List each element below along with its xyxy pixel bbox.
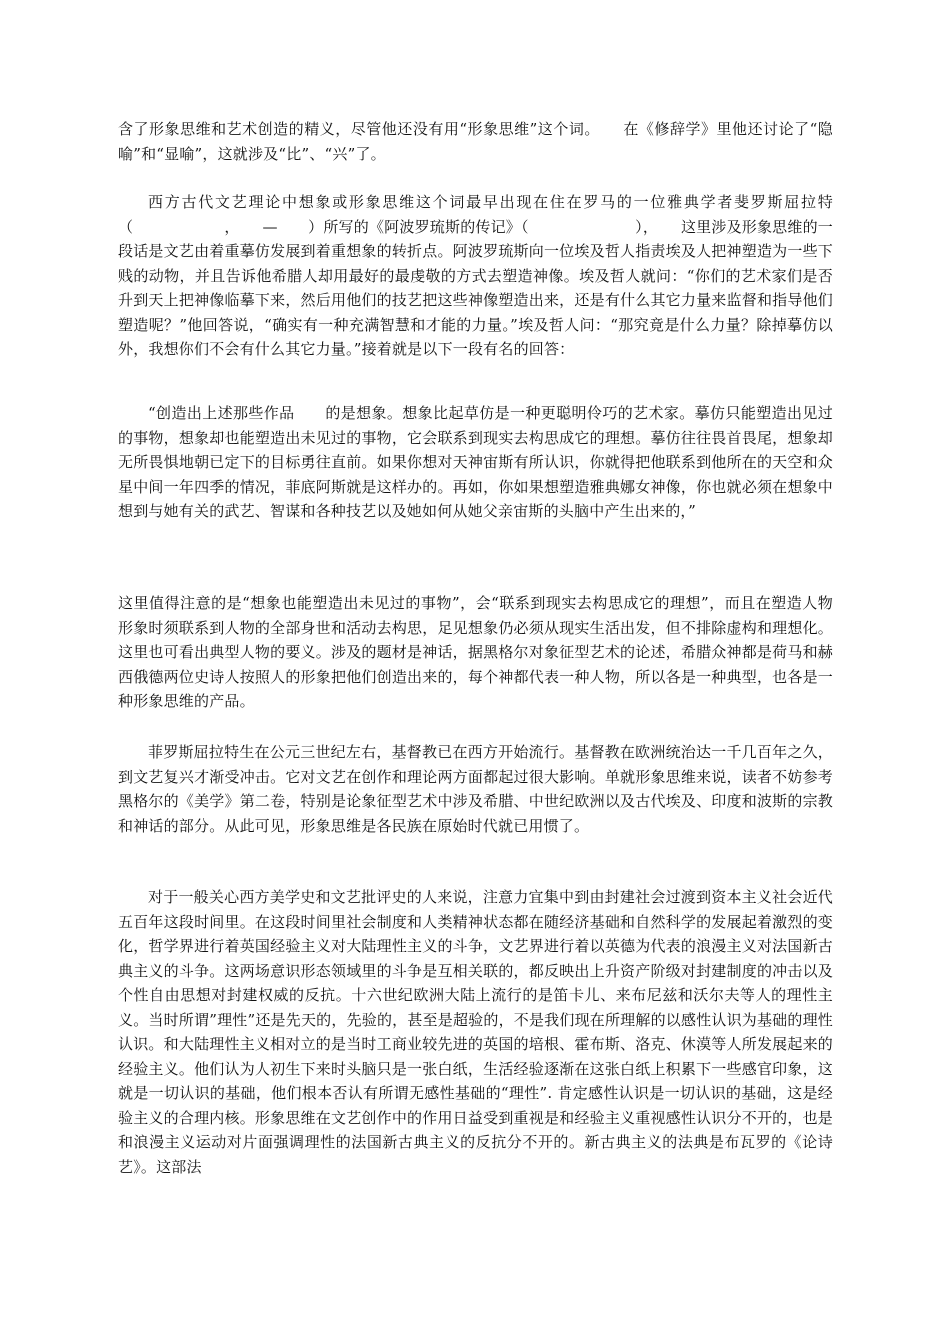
paragraph-philostratus: 西方古代文艺理论中想象或形象思维这个词最早出现在住在罗马的一位雅典学者斐罗斯屈拉特（ ， — ）所写的《阿波罗琉斯的传记》（ ）， 这里涉及形象思维的一段话是文艺由着重摹仿发展到着重想象的转折点。阿波罗琉斯向一位埃及哲人指责埃及人把神塑造为一些下贱的动物，并且告诉他希腊人却用最好的最虔敬的方式去塑造神像。埃及哲人就问：“你们的艺术家们是否升到天上把神像临摹下来，然后用他们的技艺把这些神像塑造出来，还是有什么其它力量来监督和指导他们塑造呢？”他回答说，“确实有一种充满智慧和才能的力量。”埃及哲人问：“那究竟是什么力量？除掉摹仿以外，我想你们不会有什么其它力量。”接着就是以下一段有名的回答： xyxy=(118,193,833,358)
paragraph-commentary: 这里值得注意的是“想象也能塑造出未见过的事物”，会“联系到现实去构思成它的理想”，而且在塑造人物形象时须联系到人物的全部身世和活动去构思，足见想象仍必须从现实生活出发，但不排除虚构和理想化。这里也可看出典型人物的要义。涉及的题材是神话，据黑格尔对象征型艺术的论述，希腊众神都是荷马和赫西俄德两位史诗人按照人的形象把他们创造出来的，每个神都代表一种人物，所以各是一种典型，也各是一种形象思维的产品。 xyxy=(118,594,833,710)
paragraph-christianity: 菲罗斯屈拉特生在公元三世纪左右，基督教已在西方开始流行。基督教在欧洲统治达一千几百年之久，到文艺复兴才渐受冲击。它对文艺在创作和理论两方面都起过很大影响。单就形象思维来说，读者不妨参考黑格尔的《美学》第二卷，特别是论象征型艺术中涉及希腊、中世纪欧洲以及古代埃及、印度和波斯的宗教和神话的部分。从此可见，形象思维是各民族在原始时代就已用惯了。 xyxy=(118,743,833,835)
paragraph-rhetoric: 含了形象思维和艺术创造的精义，尽管他还没有用“形象思维”这个词。 在《修辞学》里他还讨论了“隐喻”和“显喻”，这就涉及“比”、“兴”了。 xyxy=(118,120,833,163)
paragraph-empiricism: 对于一般关心西方美学史和文艺批评史的人来说，注意力宜集中到由封建社会过渡到资本主义社会近代五百年这段时间里。在这段时间里社会制度和人类精神状态都在随经济基础和自然科学的发展起着激烈的变化，哲学界进行着英国经验主义对大陆理性主义的斗争，文艺界进行着以英德为代表的浪漫主义对法国新古典主义的斗争。这两场意识形态领域里的斗争是互相关联的，都反映出上升资产阶级对封建制度的冲击以及个性自由思想对封建权威的反抗。十六世纪欧洲大陆上流行的是笛卡儿、来布尼兹和沃尔夫等人的理性主义。当时所谓”理性”还是先天的，先验的，甚至是超验的，不是我们现在所理解的以感性认识为基础的理性认识。和大陆理性主义相对立的是当时工商业较先进的英国的培根、霍布斯、洛克、休漠等人所发展起来的经验主义。他们认为人初生下来时头脑只是一张白纸，生活经验逐渐在这张白纸上积累下一些感官印象，这就是一切认识的基础，他们根本否认有所谓无感性基础的“理性”. 肯定感性认识是一切认识的基础，这是经验主义的合理内核。形象思维在文艺创作中的作用日益受到重视是和经验主义重视感性认识分不开的，也是和浪漫主义运动对片面强调理性的法国新古典主义的反抗分不开的。新古典主义的法典是布瓦罗的《论诗艺》。这部法 xyxy=(118,888,833,1176)
paragraph-quotation: “创造出上述那些作品 的是想象。想象比起草仿是一种更聪明伶巧的艺术家。摹仿只能塑造出见过的事物，想象却也能塑造出未见过的事物，它会联系到现实去构思成它的理想。摹仿往往畏首畏尾，想象却无所畏惧地朝已定下的目标勇往直前。如果你想对天神宙斯有所认识，你就得把他联系到他所在的天空和众星中间一年四季的情况，菲底阿斯就是这样办的。再如，你如果想塑造雅典娜女神像，你也就必须在想象中想到与她有关的武艺、智谋和各种技艺以及她如何从她父亲宙斯的头脑中产生出来的，” xyxy=(118,404,833,520)
